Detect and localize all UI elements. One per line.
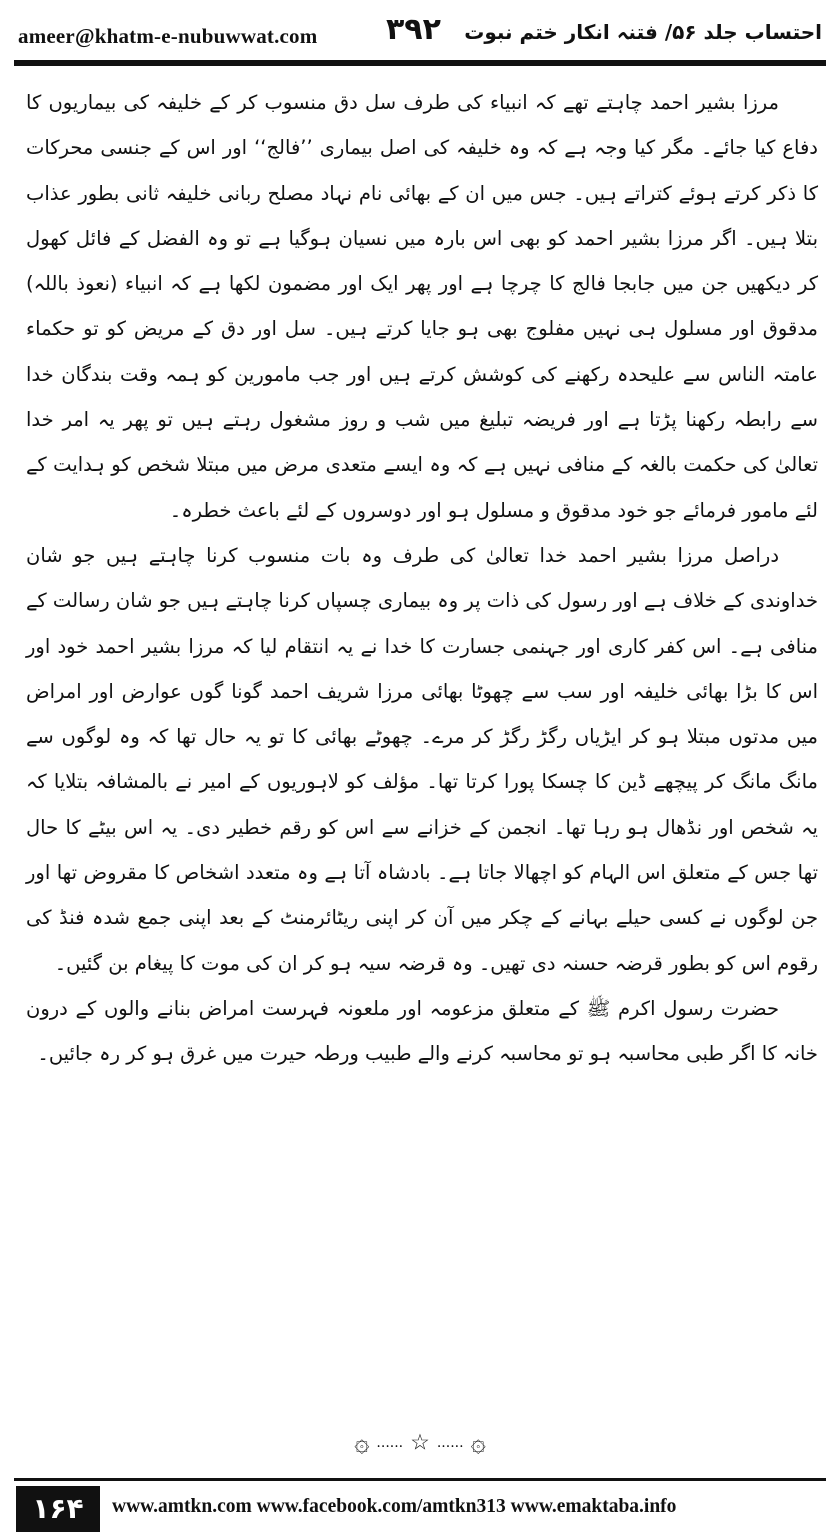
running-title: احتساب جلد ۵۶/ فتنہ انکار ختم نبوت	[464, 20, 822, 44]
flower-ornament-icon: ۞	[470, 1428, 486, 1458]
star-icon: ☆	[410, 1430, 430, 1456]
page-header	[14, 10, 826, 58]
paragraph-1: مرزا بشیر احمد چاہتے تھے کہ انبیاء کی طرف سل دق منسوب کر کے خلیفہ کی بیماریوں کا دفاع کیا جائے۔ مگر کیا وجہ ہے کہ وہ خلیفہ کی اصل بیماری ’’فالج‘‘ اور اس کے جنسی محرکات کا ذکر کرتے ہوئے کتراتے ہیں۔ جس میں ان کے بھائی نام نہاد مصلح ربانی خلیفہ ثانی بطور عذاب بتلا ہیں۔ اگر مرزا بشیر احمد کو بھی اس بارہ میں نسیان ہوگیا ہے تو وہ الفضل کے فائل کھول کر دیکھیں جن میں جابجا فالج کا چرچا ہے اور پھر ایک اور مضمون لکھا ہے کہ انبیاء (نعوذ باللہ) مدقوق اور مسلول ہی نہیں مفلوج بھی ہو جایا کرتے ہیں۔ سل اور دق کے مریض کو تو حکماء عامتہ الناس سے علیحدہ رکھنے کی کوشش کرتے ہیں اور جب مامورین کو ہمہ وقت بندگان خدا سے رابطہ رکھنا پڑتا ہے اور فریضہ تبلیغ میں شب و روز مشغول رہتے ہیں تو پھر یہ امر خدا تعالیٰ کی حکمت بالغہ کے منافی نہیں ہے کہ وہ ایسے متعدی مرض میں مبتلا شخص کو ہدایت کے لئے مامور فرمائے جو خود مدقوق و مسلول ہو اور دوسروں کے لئے باعث خطرہ۔	[26, 91, 818, 522]
divider-dots: ......	[436, 1435, 464, 1451]
body-text	[26, 80, 818, 1077]
paragraph-2: دراصل مرزا بشیر احمد خدا تعالیٰ کی طرف وہ بات منسوب کرنا چاہتے ہیں جو شان خداوندی کے خلاف ہے اور رسول کی ذات پر وہ بیماری چسپاں کرنا چاہتے ہیں جو شان رسالت کے منافی ہے۔ اس کفر کاری اور جہنمی جسارت کا خدا نے یہ انتقام لیا کہ مرزا بشیر احمد خود اور اس کا بڑا بھائی خلیفہ اور سب سے چھوٹا بھائی مرزا شریف احمد گونا گوں عوارض اور امراض میں مدتوں مبتلا ہو کر ایڑیاں رگڑ رگڑ کر مرے۔ چھوٹے بھائی کا تو یہ حال تھا کہ وہ لوگوں سے مانگ مانگ کر پیچھے ڈین کا چسکا پورا کرتا تھا۔ مؤلف کو لاہوریوں کے امیر نے بالمشافہ بتلایا کہ یہ شخص اور نڈھال ہو رہا تھا۔ انجمن کے خزانے سے اس کو رقم خطیر دی۔ یہ اس بیٹے کا حال تھا جس کے متعلق اس الہام کو اچھالا جاتا ہے۔ بادشاہ آتا ہے وہ متعدد اشخاص کا مقروض تھا اور جن لوگوں نے کسی حیلے بہانے کے چکر میں آن کر اپنی ریٹائرمنٹ کے بعد اپنی جمع شدہ فنڈ کی رقوم اس کو بطور قرضہ حسنہ دی تھیں۔ وہ قرضہ سیہ ہو کر ان کی موت کا پیغام بن گئیں۔	[26, 543, 818, 975]
header-page-number: ۳۹۲	[386, 12, 441, 47]
divider-dots: ......	[376, 1435, 404, 1451]
paragraph-3: حضرت رسول اکرم ﷺ کے متعلق مزعومہ اور ملعونہ فہرست امراض بنانے والوں کے درون خانہ کا اگر طبی محاسبہ ہو تو محاسبہ کرنے والے طبیب ورطہ حیرت میں غرق ہو کر رہ جائیں۔	[26, 996, 818, 1066]
flower-ornament-icon: ۞	[354, 1428, 370, 1458]
header-rule	[14, 60, 826, 66]
footer-page-number: ۱۶۴	[16, 1486, 100, 1532]
section-divider	[0, 1428, 840, 1458]
footer-rule	[14, 1478, 826, 1481]
header-email: ameer@khatm-e-nubuwwat.com	[18, 24, 318, 48]
footer-urls: www.amtkn.com www.facebook.com/amtkn313 www.emaktaba.info	[112, 1496, 677, 1517]
